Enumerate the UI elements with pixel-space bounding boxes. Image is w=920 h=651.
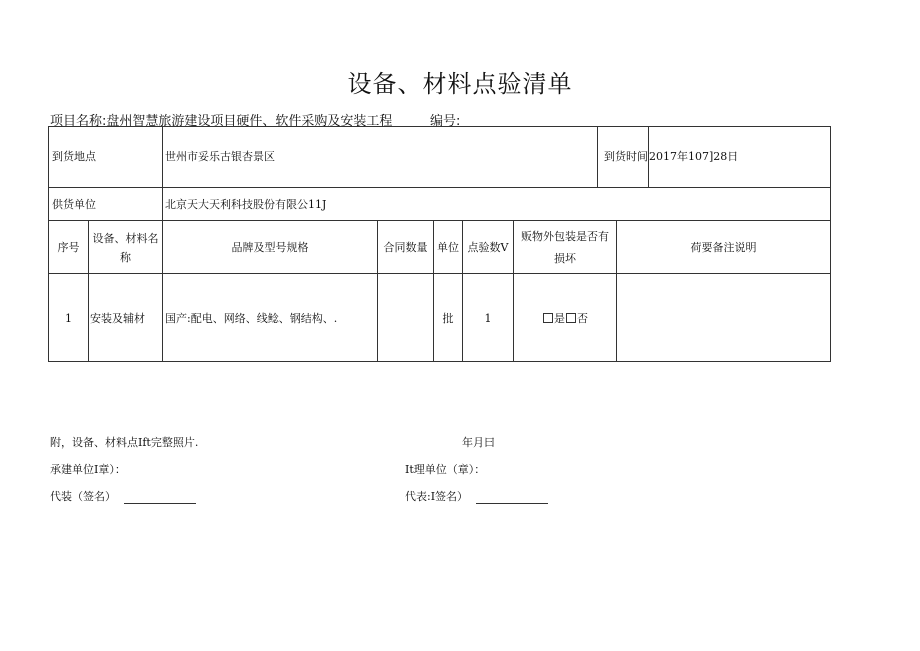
document-title: 设备、材料点验清单 bbox=[347, 70, 573, 98]
representative-left: 代装（签名） bbox=[50, 488, 196, 504]
code-label: 编号: bbox=[430, 114, 461, 129]
row-brand: 国产:配电、网络、线鲶、钢结构、. bbox=[165, 312, 338, 325]
header-remarks: 荷要备注说明 bbox=[690, 241, 757, 254]
date-line: 年月曰 bbox=[462, 436, 495, 449]
header-check-qty: 点验数V bbox=[467, 241, 509, 254]
project-name: 项目名称:盘州智慧旅游建设项目硬件、软件采购及安装工程 bbox=[50, 114, 393, 129]
row-check-qty: 1 bbox=[484, 312, 492, 325]
signature-line-right[interactable] bbox=[476, 493, 548, 504]
row-name: 安装及辅材 bbox=[90, 312, 145, 325]
delivery-place-value: 世州市妥乐古银杏景区 bbox=[165, 150, 275, 163]
contractor-seal: 承建单位I章）： bbox=[50, 463, 126, 476]
delivery-place-label: 到货地点 bbox=[52, 150, 96, 163]
delivery-time-value: 2017年107]28日 bbox=[649, 150, 739, 163]
signature-line-left[interactable] bbox=[124, 493, 196, 504]
header-contract-qty: 合同数量 bbox=[383, 241, 428, 254]
row-package-options bbox=[514, 312, 616, 326]
header-seq: 序号 bbox=[57, 241, 80, 254]
checkbox-yes[interactable] bbox=[543, 313, 553, 323]
row-unit: 批 bbox=[442, 312, 454, 325]
header-brand: 品牌及型号规格 bbox=[231, 241, 309, 254]
header-name: 设备、材料名 称 bbox=[92, 232, 159, 264]
supplier-label: 供货单位 bbox=[52, 198, 96, 211]
option-no: 否 bbox=[577, 312, 588, 325]
option-yes: 是 bbox=[554, 312, 565, 325]
header-package: 贩物外包装是否有 损坏 bbox=[521, 230, 609, 265]
supervisor-seal: It理单位（章）： bbox=[405, 463, 486, 476]
checkbox-no[interactable] bbox=[566, 313, 576, 323]
header-unit: 单位 bbox=[437, 241, 459, 254]
supplier-value: 北京天大天利科技股份有限公11J bbox=[165, 198, 327, 211]
row-seq: 1 bbox=[65, 312, 72, 325]
delivery-time-label: 到货时间 bbox=[604, 150, 648, 163]
attachment-note: 附，设备、材料点Ift完整照片. bbox=[50, 436, 199, 449]
representative-right: 代表:I签名） bbox=[405, 488, 548, 504]
